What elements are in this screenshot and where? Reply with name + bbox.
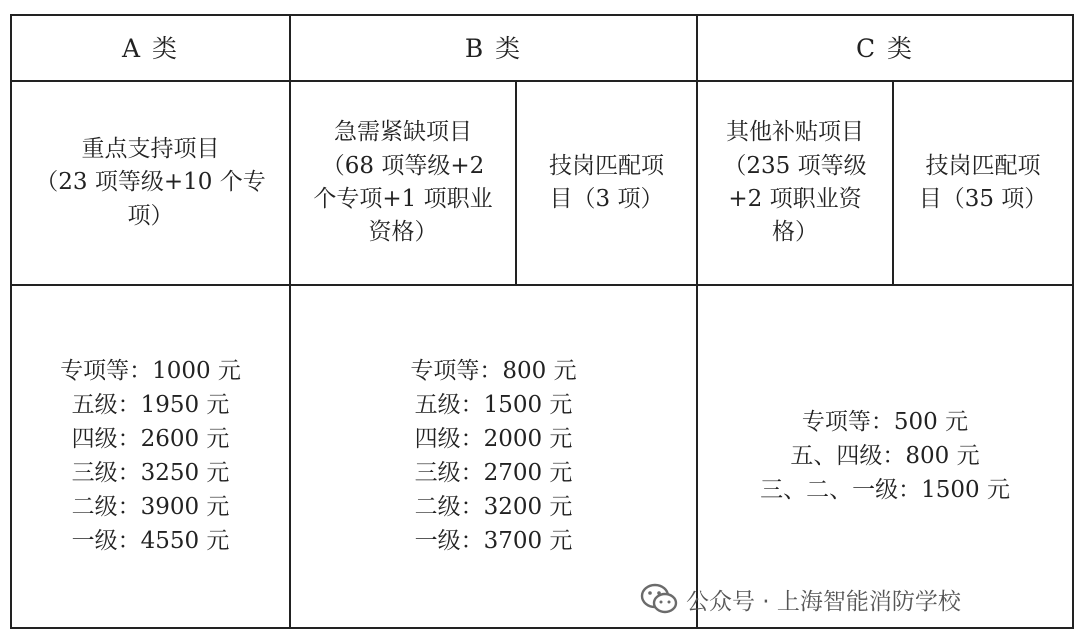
cell-b-skill-job-match	[516, 81, 697, 285]
subsidy-line: 四级：2000 元	[414, 426, 573, 452]
urgent-line: 个专项+1 项职业	[313, 186, 493, 212]
subsidy-line: 一级：3700 元	[414, 528, 573, 554]
project-type-row	[11, 81, 1073, 285]
cell-key-support-projects	[11, 81, 290, 285]
subsidy-line: 五级：1950 元	[71, 392, 230, 418]
wechat-icon	[640, 582, 678, 616]
subsidy-amount-row	[11, 285, 1073, 628]
other-line: +2 项职业资	[728, 186, 862, 212]
header-category-a: A 类	[11, 15, 290, 81]
cell-c-subsidies	[697, 285, 1073, 628]
subsidy-line: 三级：3250 元	[71, 460, 230, 486]
other-line: 格）	[772, 219, 819, 246]
subsidy-line: 专项等：800 元	[410, 358, 577, 384]
other-line: （235 项等级	[723, 152, 867, 179]
cell-c-skill-job-match	[893, 81, 1073, 285]
subsidy-table	[10, 14, 1074, 629]
subsidy-line: 二级：3200 元	[414, 494, 573, 520]
key-support-line: （23 项等级+10 个专	[35, 169, 266, 196]
c-match-line: 技岗匹配项	[925, 152, 1041, 179]
subsidy-line: 四级：2600 元	[71, 426, 230, 452]
key-support-line: 项）	[127, 202, 174, 229]
cell-a-subsidies	[11, 285, 290, 628]
subsidy-line: 五、四级：800 元	[790, 443, 980, 469]
subsidy-line: 专项等：500 元	[801, 409, 969, 435]
header-row	[11, 15, 1073, 81]
subsidy-line: 二级：3900 元	[71, 494, 230, 520]
header-category-b: B 类	[290, 15, 697, 81]
key-support-line: 重点支持项目	[81, 135, 220, 162]
cell-other-subsidy-projects	[697, 81, 893, 285]
subsidy-line: 专项等：1000 元	[60, 358, 241, 384]
cell-urgent-shortage-projects	[290, 81, 516, 285]
b-match-line: 目（3 项）	[549, 186, 664, 212]
subsidy-line: 三级：2700 元	[414, 460, 573, 486]
subsidy-line: 五级：1500 元	[414, 392, 573, 418]
watermark-text: 公众号 · 上海智能消防学校	[686, 588, 961, 615]
urgent-line: （68 项等级+2	[321, 152, 485, 179]
urgent-line: 资格）	[368, 219, 438, 246]
header-category-c: C 类	[697, 15, 1073, 81]
subsidy-line: 一级：4550 元	[71, 528, 230, 554]
watermark	[640, 580, 961, 618]
b-match-line: 技岗匹配项	[549, 152, 664, 179]
other-line: 其他补贴项目	[726, 119, 865, 146]
urgent-line: 急需紧缺项目	[334, 119, 472, 146]
subsidy-line: 三、二、一级：1500 元	[760, 477, 1010, 503]
cell-b-subsidies	[290, 285, 697, 628]
c-match-line: 目（35 项）	[918, 186, 1048, 212]
